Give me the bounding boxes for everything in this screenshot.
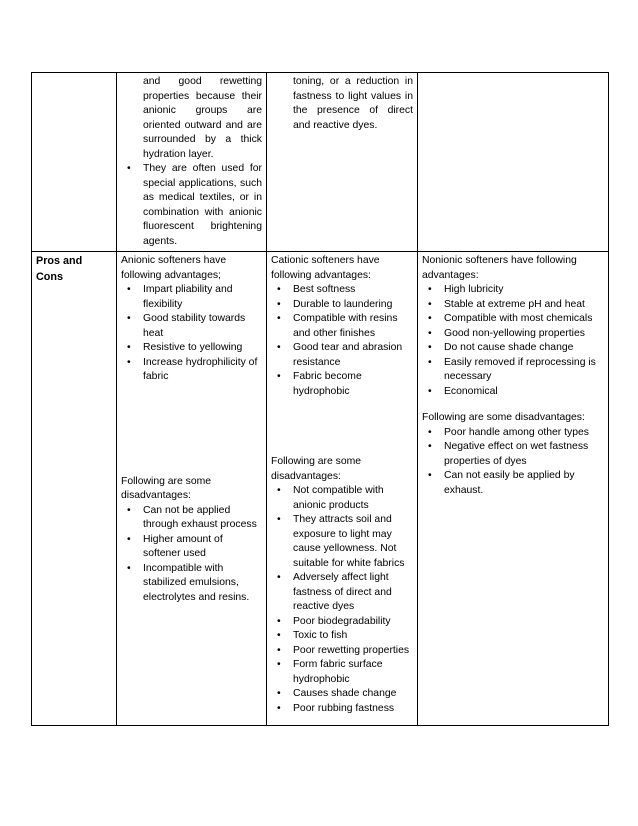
list-item: • They attracts soil and exposure to light may cause yellowness. Not suitable for white fabrics [271,513,413,571]
row-label: Pros and Cons [36,255,83,283]
list-item: • Poor rubbing fastness [271,702,413,717]
table-row [32,73,609,252]
list-item: • Resistive to yellowing [121,341,262,356]
list-item: • Form fabric surface hydrophobic [271,658,413,687]
cationic-disadvantages-list [271,484,413,716]
list-item: • Good stability towards heat [121,312,262,341]
list-item: • Increase hydrophilicity of fabric [121,356,262,385]
cationic-advantages-list [271,283,413,399]
list-item: • Not compatible with anionic products [271,484,413,513]
list-item: • Poor handle among other types [422,426,604,441]
nonionic-disadvantages-list [422,426,604,499]
cationic-dis-intro: Following are some disadvantages: [271,456,362,482]
nonionic-dis-intro: Following are some disadvantages: [422,412,585,423]
anionic-advantages-list [121,283,262,385]
list-item: • Stable at extreme pH and heat [422,298,604,313]
list-item: • Causes shade change [271,687,413,702]
list-item: toning, or a reduction in fastness to light values in the presence of direct and reactive dyes. [293,76,413,131]
list-item: • Poor biodegradability [271,615,413,630]
row-label-cell [32,252,117,726]
spacer [422,399,604,411]
softener-comparison-table [31,72,609,726]
list-item: • Good tear and abrasion resistance [271,341,413,370]
list-item: • Toxic to fish [271,629,413,644]
list-item: • They are often used for special applications, such as medical textiles, or in combination with anionic fluorescent brightening agents. [121,162,262,249]
anionic-cell [117,252,267,726]
spacer [121,385,262,475]
list-item: and good rewetting properties because their anionic groups are oriented outward and are surrounded by a thick hydration layer. [143,76,262,160]
anionic-dis-intro: Following are some disadvantages: [121,475,212,501]
spacer [271,399,413,455]
list-item: • Can not easily be applied by exhaust. [422,469,604,498]
list-item: • Compatible with resins and other finishes [271,312,413,341]
list-item: • Fabric become hydrophobic [271,370,413,399]
nonionic-advantages-list [422,283,604,399]
nonionic-cell [418,252,609,726]
list-item: • Can not be applied through exhaust process [121,504,262,533]
empty-label-cell [32,73,117,252]
empty-nonionic-cell [418,73,609,252]
nonionic-adv-intro: Nonionic softeners have following advantages: [422,255,577,281]
anionic-continued-list [121,75,262,249]
anionic-adv-intro: Anionic softeners have following advantages; [121,255,227,281]
cationic-adv-intro: Cationic softeners have following advantages: [271,255,380,281]
anionic-disadvantages-list [121,504,262,606]
list-item: • Economical [422,385,604,400]
list-item: • Easily removed if reprocessing is necessary [422,356,604,385]
list-item: • Higher amount of softener used [121,533,262,562]
cationic-continued-list [271,75,413,133]
list-item: • Impart pliability and flexibility [121,283,262,312]
cationic-cell [267,252,418,726]
list-item: • Incompatible with stabilized emulsions, electrolytes and resins. [121,562,262,606]
list-item: • Durable to laundering [271,298,413,313]
list-item: • Adversely affect light fastness of direct and reactive dyes [271,571,413,615]
table-row [32,252,609,726]
list-item: • Compatible with most chemicals [422,312,604,327]
list-item: • Negative effect on wet fastness properties of dyes [422,440,604,469]
list-item: • Good non-yellowing properties [422,327,604,342]
anionic-continued-cell [117,73,267,252]
list-item: • Poor rewetting properties [271,644,413,659]
list-item: • High lubricity [422,283,604,298]
list-item: • Best softness [271,283,413,298]
cationic-continued-cell [267,73,418,252]
list-item: • Do not cause shade change [422,341,604,356]
